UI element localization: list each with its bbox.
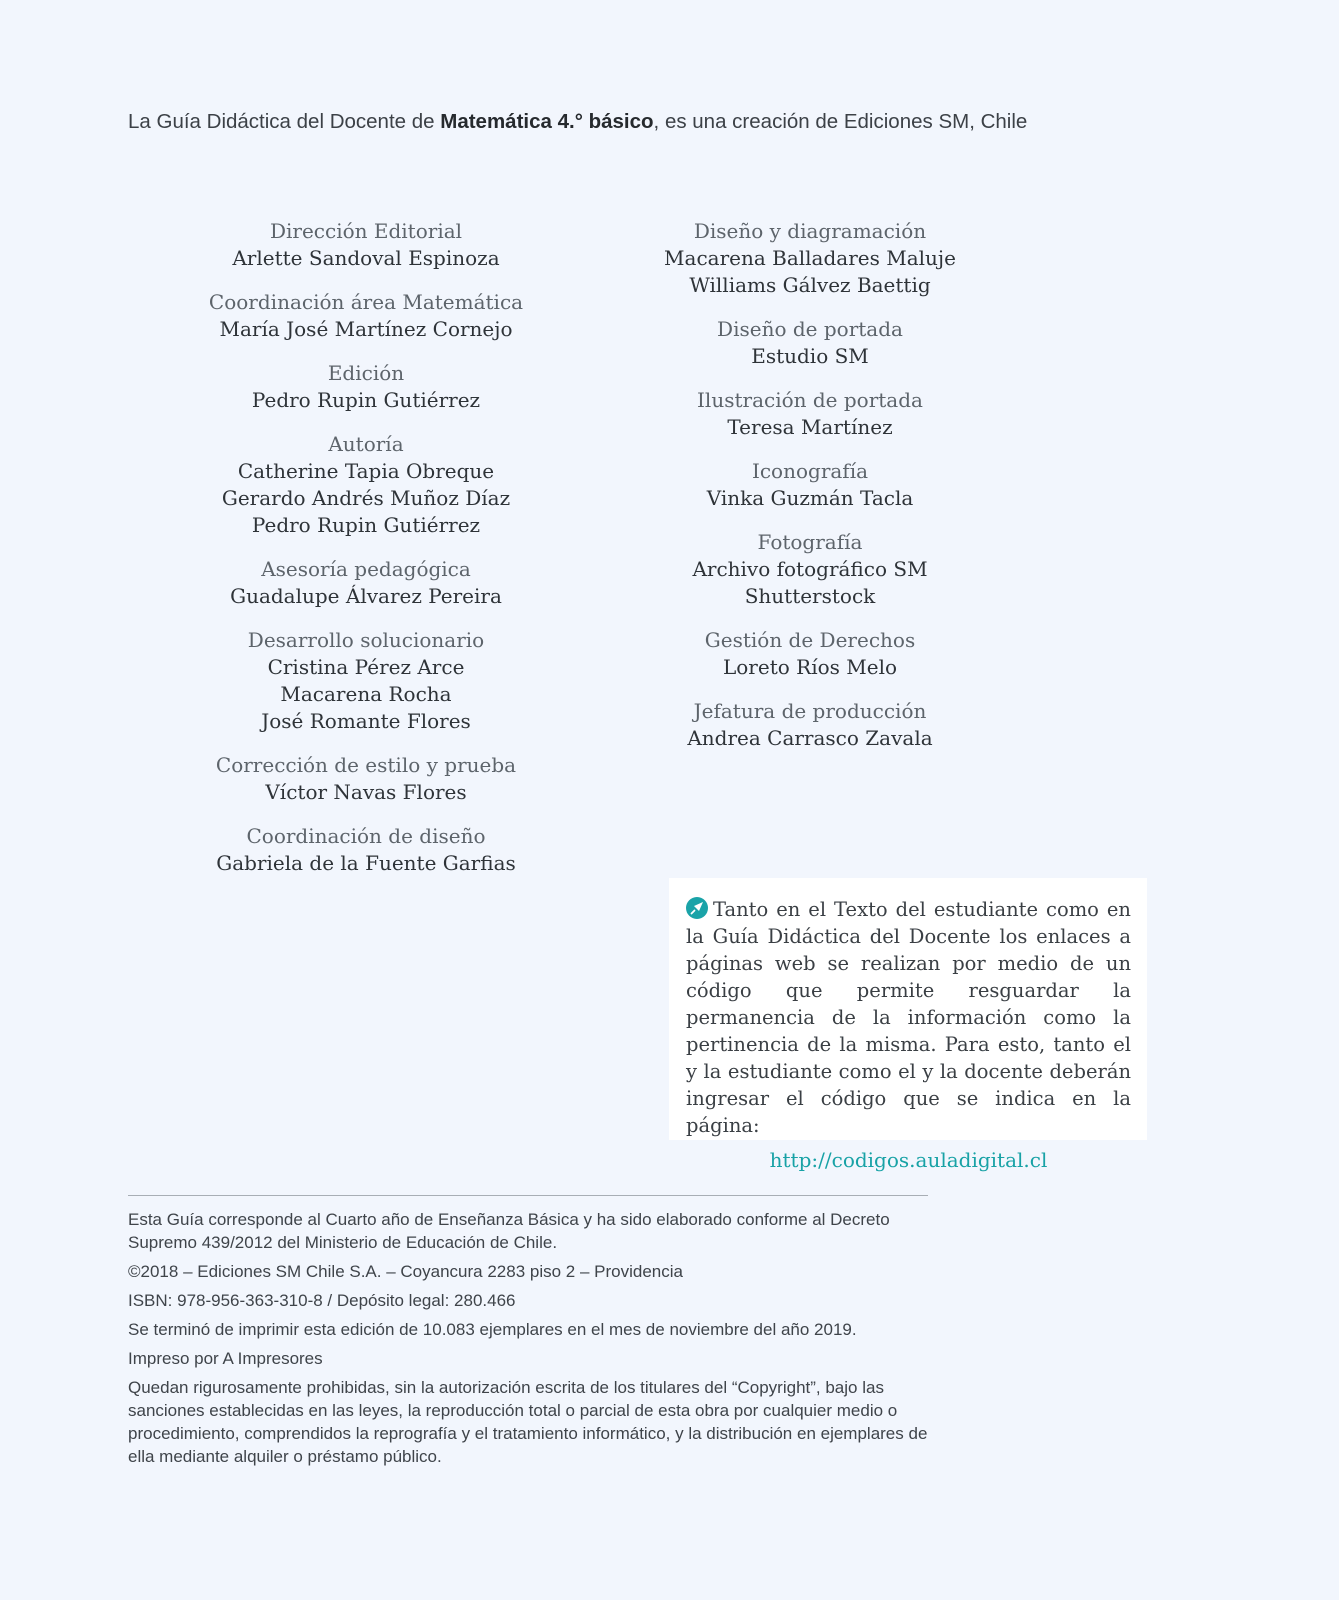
- credit-role: Gestión de Derechos: [704, 628, 916, 652]
- rocket-icon: [686, 897, 708, 919]
- credit-name: Shutterstock: [744, 584, 876, 608]
- credit-role: Fotografía: [757, 530, 863, 554]
- credit-block: [590, 218, 1030, 299]
- credit-block: [590, 529, 1030, 610]
- credit-role: Iconografía: [751, 459, 869, 483]
- legal-paragraph: Quedan rigurosamente prohibidas, sin la autorización escrita de los titulares del “Copyright”, bajo las sanciones establecidas en las leyes, la reproducción total o parcial de esta obra por cualquier medio o procedimiento, comprendidos la reprografía y el tratamiento informático, y la distribución en ejemplares de ella mediante alquiler o préstamo público.: [128, 1378, 928, 1466]
- notice-paragraph: [686, 896, 1131, 1139]
- credit-role: Edición: [327, 361, 405, 385]
- credit-name: Macarena Balladares Maluje: [664, 246, 956, 270]
- credits-right-column: [590, 218, 1030, 769]
- credit-role: Ilustración de portada: [697, 388, 923, 412]
- credit-role: Coordinación de diseño: [246, 824, 486, 848]
- legal-paragraph: ©2018 – Ediciones SM Chile S.A. – Coyancura 2283 piso 2 – Providencia: [128, 1262, 683, 1281]
- legal-paragraph: Esta Guía corresponde al Cuarto año de Enseñanza Básica y ha sido elaborado conforme al Decreto Supremo 439/2012 del Ministerio de Educación de Chile.: [128, 1210, 890, 1252]
- credit-role: Dirección Editorial: [269, 219, 463, 243]
- credit-name: Pedro Rupin Gutiérrez: [251, 388, 481, 412]
- credit-block: [590, 316, 1030, 370]
- notice-text: Tanto en el Texto del estudiante como en la Guía Didáctica del Docente los enlaces a páginas web se realizan por medio de un código que permite resguardar la permanencia de la información como la pertinencia de la misma. Para esto, tanto el y la estudiante como el y la docente deberán ingresar el código que se indica en la página:: [686, 898, 1131, 1137]
- codes-link[interactable]: http://codigos.auladigital.cl: [769, 1148, 1048, 1172]
- intro-before: La Guía Didáctica del Docente de: [128, 110, 441, 133]
- credit-name: Andrea Carrasco Zavala: [687, 726, 933, 750]
- credit-name: José Romante Flores: [261, 709, 471, 733]
- credit-role: Diseño de portada: [717, 317, 903, 341]
- credit-name: Guadalupe Álvarez Pereira: [230, 584, 502, 608]
- legal-paragraph: ISBN: 978-956-363-310-8 / Depósito legal: 280.466: [128, 1291, 516, 1310]
- legal-block: [128, 1208, 928, 1474]
- credit-name: Macarena Rocha: [280, 682, 452, 706]
- credit-block: [590, 698, 1030, 752]
- credit-block: [146, 556, 586, 610]
- credit-block: [146, 218, 586, 272]
- credit-name: Loreto Ríos Melo: [722, 655, 898, 679]
- credit-role: Diseño y diagramación: [693, 219, 927, 243]
- intro-after: , es una creación de Ediciones SM, Chile: [653, 110, 1028, 133]
- credit-block: [146, 823, 586, 877]
- credit-name: Estudio SM: [751, 344, 869, 368]
- links-notice-box: [669, 878, 1147, 1172]
- credit-name: María José Martínez Cornejo: [219, 317, 513, 341]
- credit-block: [146, 431, 586, 539]
- credit-role: Corrección de estilo y prueba: [215, 753, 517, 777]
- credit-name: Williams Gálvez Baettig: [689, 273, 931, 297]
- credit-name: Arlette Sandoval Espinoza: [232, 246, 500, 270]
- credit-role: Jefatura de producción: [693, 699, 927, 723]
- credit-name: Gabriela de la Fuente Garfias: [216, 851, 516, 875]
- credit-block: [146, 627, 586, 735]
- legal-paragraph: Se terminó de imprimir esta edición de 10.083 ejemplares en el mes de noviembre del año 2019.: [128, 1320, 857, 1339]
- credit-block: [146, 289, 586, 343]
- legal-divider: [128, 1195, 928, 1196]
- credits-left-column: [146, 218, 586, 894]
- credit-name: Gerardo Andrés Muñoz Díaz: [221, 486, 511, 510]
- credit-role: Autoría: [328, 432, 404, 456]
- intro-line: [128, 110, 1027, 134]
- credit-name: Vinka Guzmán Tacla: [706, 486, 914, 510]
- intro-book-title: Matemática 4.° básico: [440, 110, 654, 133]
- credit-name: Pedro Rupin Gutiérrez: [251, 513, 481, 537]
- credit-name: Archivo fotográfico SM: [692, 557, 928, 581]
- credit-block: [590, 387, 1030, 441]
- credit-role: Asesoría pedagógica: [261, 557, 471, 581]
- credit-block: [590, 458, 1030, 512]
- credit-block: [590, 627, 1030, 681]
- credit-name: Teresa Martínez: [727, 415, 893, 439]
- credit-name: Cristina Pérez Arce: [267, 655, 465, 679]
- credit-name: Víctor Navas Flores: [265, 780, 467, 804]
- credit-name: Catherine Tapia Obreque: [237, 459, 495, 483]
- legal-paragraph: Impreso por A Impresores: [128, 1349, 323, 1368]
- credit-role: Coordinación área Matemática: [208, 290, 524, 314]
- credit-block: [146, 752, 586, 806]
- credit-role: Desarrollo solucionario: [247, 628, 485, 652]
- credit-block: [146, 360, 586, 414]
